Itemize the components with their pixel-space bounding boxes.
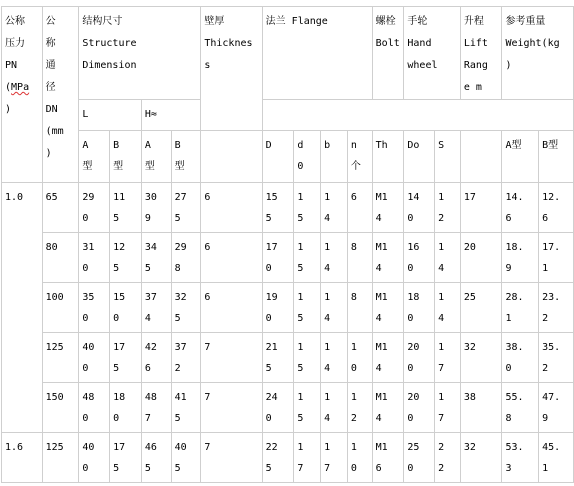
cell-th-text: M1 4: [375, 342, 388, 374]
cell-t: [201, 383, 262, 433]
cell-n-text: 6: [350, 192, 357, 203]
cell-t-text: 6: [204, 242, 211, 253]
header-hb-text: B 型: [174, 140, 185, 172]
cell-ha: [141, 233, 171, 283]
cell-n: [347, 383, 372, 433]
cell-dn-text: 80: [45, 242, 58, 253]
cell-dn: [42, 183, 79, 233]
cell-do: [404, 433, 435, 483]
header-blank: [262, 100, 573, 131]
cell-wb-text: 47. 9: [542, 392, 561, 424]
cell-do: [404, 383, 435, 433]
cell-wa-text: 28. 1: [505, 292, 524, 324]
cell-do: [404, 233, 435, 283]
header-lift: [460, 7, 502, 100]
cell-ha-text: 34 5: [144, 242, 157, 274]
cell-la-text: 31 0: [82, 242, 95, 274]
cell-lb-text: 17 5: [113, 442, 126, 474]
cell-lift-text: 32: [463, 442, 476, 453]
header-s: [435, 131, 461, 183]
cell-ha: [141, 433, 171, 483]
header-flange-text: 法兰 Flange: [265, 16, 328, 27]
cell-lb: [110, 383, 142, 433]
cell-wa: [502, 183, 539, 233]
cell-la-text: 40 0: [82, 342, 95, 374]
cell-wa-text: 53. 3: [505, 442, 524, 474]
header-structure: [79, 7, 201, 100]
cell-d0: [294, 183, 321, 233]
header-wb: [539, 131, 574, 183]
cell-wb: [539, 333, 574, 383]
cell-lb-text: 17 5: [113, 342, 126, 374]
cell-wa: [502, 233, 539, 283]
cell-lb: [110, 333, 142, 383]
header-n: [347, 131, 372, 183]
cell-lift-text: 32: [463, 342, 476, 353]
cell-lift: [460, 183, 502, 233]
cell-la: [79, 333, 110, 383]
cell-n-text: 1 0: [350, 342, 357, 374]
cell-ha-text: 42 6: [144, 342, 157, 374]
cell-s: [435, 333, 461, 383]
cell-s-text: 1 2: [438, 192, 445, 224]
cell-lb-text: 11 5: [113, 192, 126, 224]
header-pn-text: 公称 压力 PN (MPa ): [5, 16, 30, 115]
cell-n: [347, 433, 372, 483]
cell-s: [435, 383, 461, 433]
cell-dn: [42, 283, 79, 333]
header-hb: [171, 131, 201, 183]
header-weight: [502, 7, 574, 100]
cell-wb: [539, 383, 574, 433]
header-th-text: Th: [375, 140, 388, 151]
cell-wa: [502, 333, 539, 383]
cell-wb-text: 45. 1: [542, 442, 561, 474]
header-lb-text: B 型: [113, 140, 124, 172]
cell-lb-text: 15 0: [113, 292, 126, 324]
cell-lift: [460, 333, 502, 383]
cell-dn-text: 125: [45, 342, 64, 353]
cell-s: [435, 283, 461, 333]
cell-t: [201, 283, 262, 333]
cell-th: [372, 233, 404, 283]
cell-th-text: M1 4: [375, 192, 388, 224]
header-d0: [294, 131, 321, 183]
cell-lift: [460, 233, 502, 283]
cell-pn-text: 1.0: [5, 192, 24, 203]
cell-wa: [502, 383, 539, 433]
cell-n-text: 1 2: [350, 392, 357, 424]
cell-la: [79, 183, 110, 233]
cell-dn: [42, 233, 79, 283]
cell-hb: [171, 233, 201, 283]
cell-hb: [171, 333, 201, 383]
cell-D: [262, 433, 294, 483]
header-thickness-text: 壁厚 Thicknes s: [204, 16, 253, 71]
cell-ha: [141, 283, 171, 333]
header-b: [321, 131, 348, 183]
cell-dn-text: 150: [45, 392, 64, 403]
cell-hb-text: 40 5: [174, 442, 187, 474]
table-row: [2, 333, 574, 383]
cell-ha: [141, 183, 171, 233]
cell-t: [201, 233, 262, 283]
cell-t-text: 6: [204, 192, 211, 203]
cell-wb: [539, 233, 574, 283]
cell-D: [262, 383, 294, 433]
cell-do-text: 20 0: [407, 342, 420, 374]
cell-do: [404, 333, 435, 383]
cell-lift: [460, 383, 502, 433]
cell-ha: [141, 383, 171, 433]
cell-wa: [502, 433, 539, 483]
cell-lift: [460, 433, 502, 483]
header-L-text: L: [82, 109, 89, 120]
cell-s-text: 1 7: [438, 342, 445, 374]
cell-hb: [171, 433, 201, 483]
header-lift-text: 升程 Lift Rang e m: [463, 16, 488, 93]
cell-wa-text: 18. 9: [505, 242, 524, 274]
cell-wb-text: 12. 6: [542, 192, 561, 224]
cell-D-text: 15 5: [265, 192, 278, 224]
header-flange: [262, 7, 372, 100]
header-structure-text: 结构尺寸 Structure Dimension: [82, 16, 137, 71]
header-b-text: b: [324, 140, 331, 151]
cell-s: [435, 233, 461, 283]
header-handwheel: [404, 7, 460, 100]
cell-d0: [294, 283, 321, 333]
cell-D: [262, 333, 294, 383]
cell-d0: [294, 433, 321, 483]
header-D-text: D: [265, 140, 272, 151]
cell-n: [347, 333, 372, 383]
cell-D-text: 17 0: [265, 242, 278, 274]
cell-dn: [42, 433, 79, 483]
cell-ha-text: 48 7: [144, 392, 157, 424]
cell-s-text: 1 4: [438, 242, 445, 274]
cell-ha-text: 30 9: [144, 192, 157, 224]
cell-pn: [2, 183, 43, 433]
cell-wb-text: 23. 2: [542, 292, 561, 324]
cell-wb-text: 17. 1: [542, 242, 561, 274]
cell-wa-text: 55. 8: [505, 392, 524, 424]
cell-wa-text: 14. 6: [505, 192, 524, 224]
cell-lb: [110, 283, 142, 333]
header-la-text: A 型: [82, 140, 93, 172]
cell-d0: [294, 333, 321, 383]
cell-b: [321, 333, 348, 383]
cell-dn: [42, 383, 79, 433]
header-L: [79, 100, 141, 131]
cell-b-text: 1 4: [324, 292, 331, 324]
cell-D-text: 21 5: [265, 342, 278, 374]
unit-mpa: MPa: [11, 82, 30, 93]
header-bolt-text: 螺栓 Bolt: [375, 16, 400, 49]
cell-hb-text: 37 2: [174, 342, 187, 374]
table-row: [2, 383, 574, 433]
cell-D-text: 24 0: [265, 392, 278, 424]
header-row-1: [2, 7, 574, 100]
cell-b: [321, 383, 348, 433]
cell-la-text: 40 0: [82, 442, 95, 474]
cell-do: [404, 183, 435, 233]
cell-b-text: 1 4: [324, 392, 331, 424]
header-lb: [110, 131, 142, 183]
cell-b-text: 1 4: [324, 192, 331, 224]
cell-hb: [171, 283, 201, 333]
cell-ha: [141, 333, 171, 383]
cell-lift-text: 38: [463, 392, 476, 403]
cell-wb: [539, 433, 574, 483]
cell-t: [201, 183, 262, 233]
cell-lb-text: 18 0: [113, 392, 126, 424]
header-dn-text: 公 称 通 径 DN (mm ): [45, 16, 64, 159]
cell-s: [435, 433, 461, 483]
header-row-3: [2, 131, 574, 183]
cell-b: [321, 283, 348, 333]
header-do-text: Do: [407, 140, 420, 151]
cell-do-text: 16 0: [407, 242, 420, 274]
cell-th: [372, 183, 404, 233]
header-d0-text: d 0: [297, 140, 304, 172]
header-la: [79, 131, 110, 183]
cell-dn-text: 125: [45, 442, 64, 453]
cell-dn-text: 65: [45, 192, 58, 203]
cell-n-text: 1 0: [350, 442, 357, 474]
header-t-blank: [201, 131, 262, 183]
cell-dn: [42, 333, 79, 383]
cell-wa-text: 38. 0: [505, 342, 524, 374]
cell-hb-text: 27 5: [174, 192, 187, 224]
cell-wa: [502, 283, 539, 333]
cell-do-text: 14 0: [407, 192, 420, 224]
header-ha-text: A 型: [144, 140, 155, 172]
cell-th-text: M1 6: [375, 442, 388, 474]
cell-d0-text: 1 7: [297, 442, 304, 474]
header-H: [141, 100, 201, 131]
header-handwheel-text: 手轮 Hand wheel: [407, 16, 438, 71]
cell-t-text: 6: [204, 292, 211, 303]
cell-n-text: 8: [350, 292, 357, 303]
cell-wb: [539, 283, 574, 333]
cell-th-text: M1 4: [375, 242, 388, 274]
header-pn: [2, 7, 43, 183]
cell-hb: [171, 183, 201, 233]
header-thickness: [201, 7, 262, 131]
cell-b: [321, 233, 348, 283]
header-wa-text: A型: [505, 140, 522, 151]
cell-lb: [110, 183, 142, 233]
cell-lift-text: 20: [463, 242, 476, 253]
cell-n: [347, 183, 372, 233]
cell-n-text: 8: [350, 242, 357, 253]
cell-la: [79, 233, 110, 283]
cell-t: [201, 433, 262, 483]
cell-th: [372, 433, 404, 483]
cell-s-text: 1 7: [438, 392, 445, 424]
header-weight-text: 参考重量 Weight(kg ): [505, 16, 560, 71]
cell-D: [262, 233, 294, 283]
cell-la-text: 29 0: [82, 192, 95, 224]
cell-hb-text: 32 5: [174, 292, 187, 324]
header-bolt: [372, 7, 404, 100]
cell-b-text: 1 7: [324, 442, 331, 474]
header-dn: [42, 7, 79, 183]
table-row: [2, 283, 574, 333]
cell-la: [79, 383, 110, 433]
cell-do-text: 25 0: [407, 442, 420, 474]
table-row: [2, 233, 574, 283]
cell-d0: [294, 233, 321, 283]
cell-do: [404, 283, 435, 333]
cell-t-text: 7: [204, 442, 211, 453]
cell-ha-text: 46 5: [144, 442, 157, 474]
cell-th: [372, 283, 404, 333]
cell-s-text: 2 2: [438, 442, 445, 474]
cell-la: [79, 433, 110, 483]
valve-spec-table: [1, 6, 574, 483]
cell-hb-text: 29 8: [174, 242, 187, 274]
cell-lb-text: 12 5: [113, 242, 126, 274]
cell-dn-text: 100: [45, 292, 64, 303]
cell-b: [321, 183, 348, 233]
header-s-text: S: [438, 140, 445, 151]
header-wa: [502, 131, 539, 183]
cell-b-text: 1 4: [324, 342, 331, 374]
table-row: [2, 183, 574, 233]
cell-t: [201, 333, 262, 383]
cell-th: [372, 383, 404, 433]
cell-d0-text: 1 5: [297, 392, 304, 424]
cell-wb: [539, 183, 574, 233]
cell-do-text: 18 0: [407, 292, 420, 324]
cell-D: [262, 283, 294, 333]
cell-s: [435, 183, 461, 233]
cell-D: [262, 183, 294, 233]
cell-D-text: 19 0: [265, 292, 278, 324]
cell-d0-text: 1 5: [297, 292, 304, 324]
cell-wb-text: 35. 2: [542, 342, 561, 374]
cell-n: [347, 233, 372, 283]
cell-d0-text: 1 5: [297, 342, 304, 374]
cell-t-text: 7: [204, 342, 211, 353]
cell-lift: [460, 283, 502, 333]
cell-pn: [2, 433, 43, 483]
cell-th-text: M1 4: [375, 392, 388, 424]
cell-s-text: 1 4: [438, 292, 445, 324]
table-row: [2, 433, 574, 483]
cell-b: [321, 433, 348, 483]
cell-hb: [171, 383, 201, 433]
cell-ha-text: 37 4: [144, 292, 157, 324]
cell-d0-text: 1 5: [297, 242, 304, 274]
cell-d0: [294, 383, 321, 433]
cell-lb: [110, 233, 142, 283]
cell-t-text: 7: [204, 392, 211, 403]
header-th: [372, 131, 404, 183]
cell-D-text: 22 5: [265, 442, 278, 474]
cell-lift-text: 25: [463, 292, 476, 303]
cell-lift-text: 17: [463, 192, 476, 203]
cell-hb-text: 41 5: [174, 392, 187, 424]
header-row-2: [2, 100, 574, 131]
cell-th: [372, 333, 404, 383]
cell-th-text: M1 4: [375, 292, 388, 324]
cell-lb: [110, 433, 142, 483]
cell-la-text: 48 0: [82, 392, 95, 424]
header-lift-blank: [460, 131, 502, 183]
cell-do-text: 20 0: [407, 392, 420, 424]
header-wb-text: B型: [542, 140, 559, 151]
header-H-text: H≈: [144, 109, 157, 120]
header-D: [262, 131, 294, 183]
cell-la-text: 35 0: [82, 292, 95, 324]
header-ha: [141, 131, 171, 183]
header-n-text: n 个: [350, 140, 361, 172]
cell-d0-text: 1 5: [297, 192, 304, 224]
cell-pn-text: 1.6: [5, 442, 24, 453]
cell-la: [79, 283, 110, 333]
cell-n: [347, 283, 372, 333]
cell-b-text: 1 4: [324, 242, 331, 274]
header-do: [404, 131, 435, 183]
